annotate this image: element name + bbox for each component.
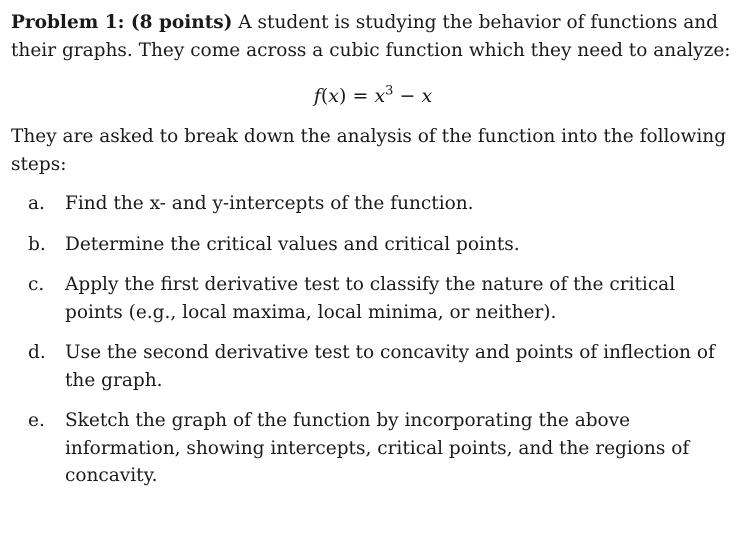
problem-heading: Problem 1: (8 points)	[11, 12, 233, 33]
formula-operator: −	[399, 85, 416, 108]
step-item	[11, 190, 735, 218]
step-marker: a.	[28, 193, 45, 215]
formula-arg: x	[328, 85, 340, 108]
problem-document	[11, 9, 735, 503]
step-marker: b.	[28, 233, 46, 255]
formula-term-var: x	[374, 85, 386, 108]
formula-last-var: x	[421, 85, 433, 108]
problem-intro-text: A student is studying the behavior of functions and their graphs. They come across a cubic function which they need to analyze:	[11, 12, 731, 61]
step-marker: e.	[28, 410, 45, 432]
formula-func-name: f	[313, 85, 321, 108]
step-text: Use the second derivative test to concavity and points of inflection of the graph.	[65, 342, 715, 391]
step-text: Find the x- and y-intercepts of the function.	[65, 193, 474, 215]
step-item	[11, 339, 735, 394]
steps-list	[11, 190, 735, 490]
function-formula: $f(x) = x^3 - x$	[313, 84, 433, 108]
step-item	[11, 271, 735, 326]
step-item	[11, 231, 735, 259]
formula-exponent: 3	[385, 84, 394, 99]
step-marker: d.	[28, 342, 46, 364]
step-text: Sketch the graph of the function by incorporating the above information, showing intercepts, critical points, and the regions of concavity.	[65, 410, 690, 487]
step-item	[11, 407, 735, 490]
step-text: Determine the critical values and critical points.	[65, 233, 520, 255]
step-marker: c.	[28, 274, 45, 296]
step-text: Apply the first derivative test to classify the nature of the critical points (e.g., local maxima, local minima, or neither).	[65, 274, 676, 323]
steps-intro: They are asked to break down the analysis of the function into the following steps:	[11, 126, 727, 175]
problem-intro	[11, 9, 735, 64]
